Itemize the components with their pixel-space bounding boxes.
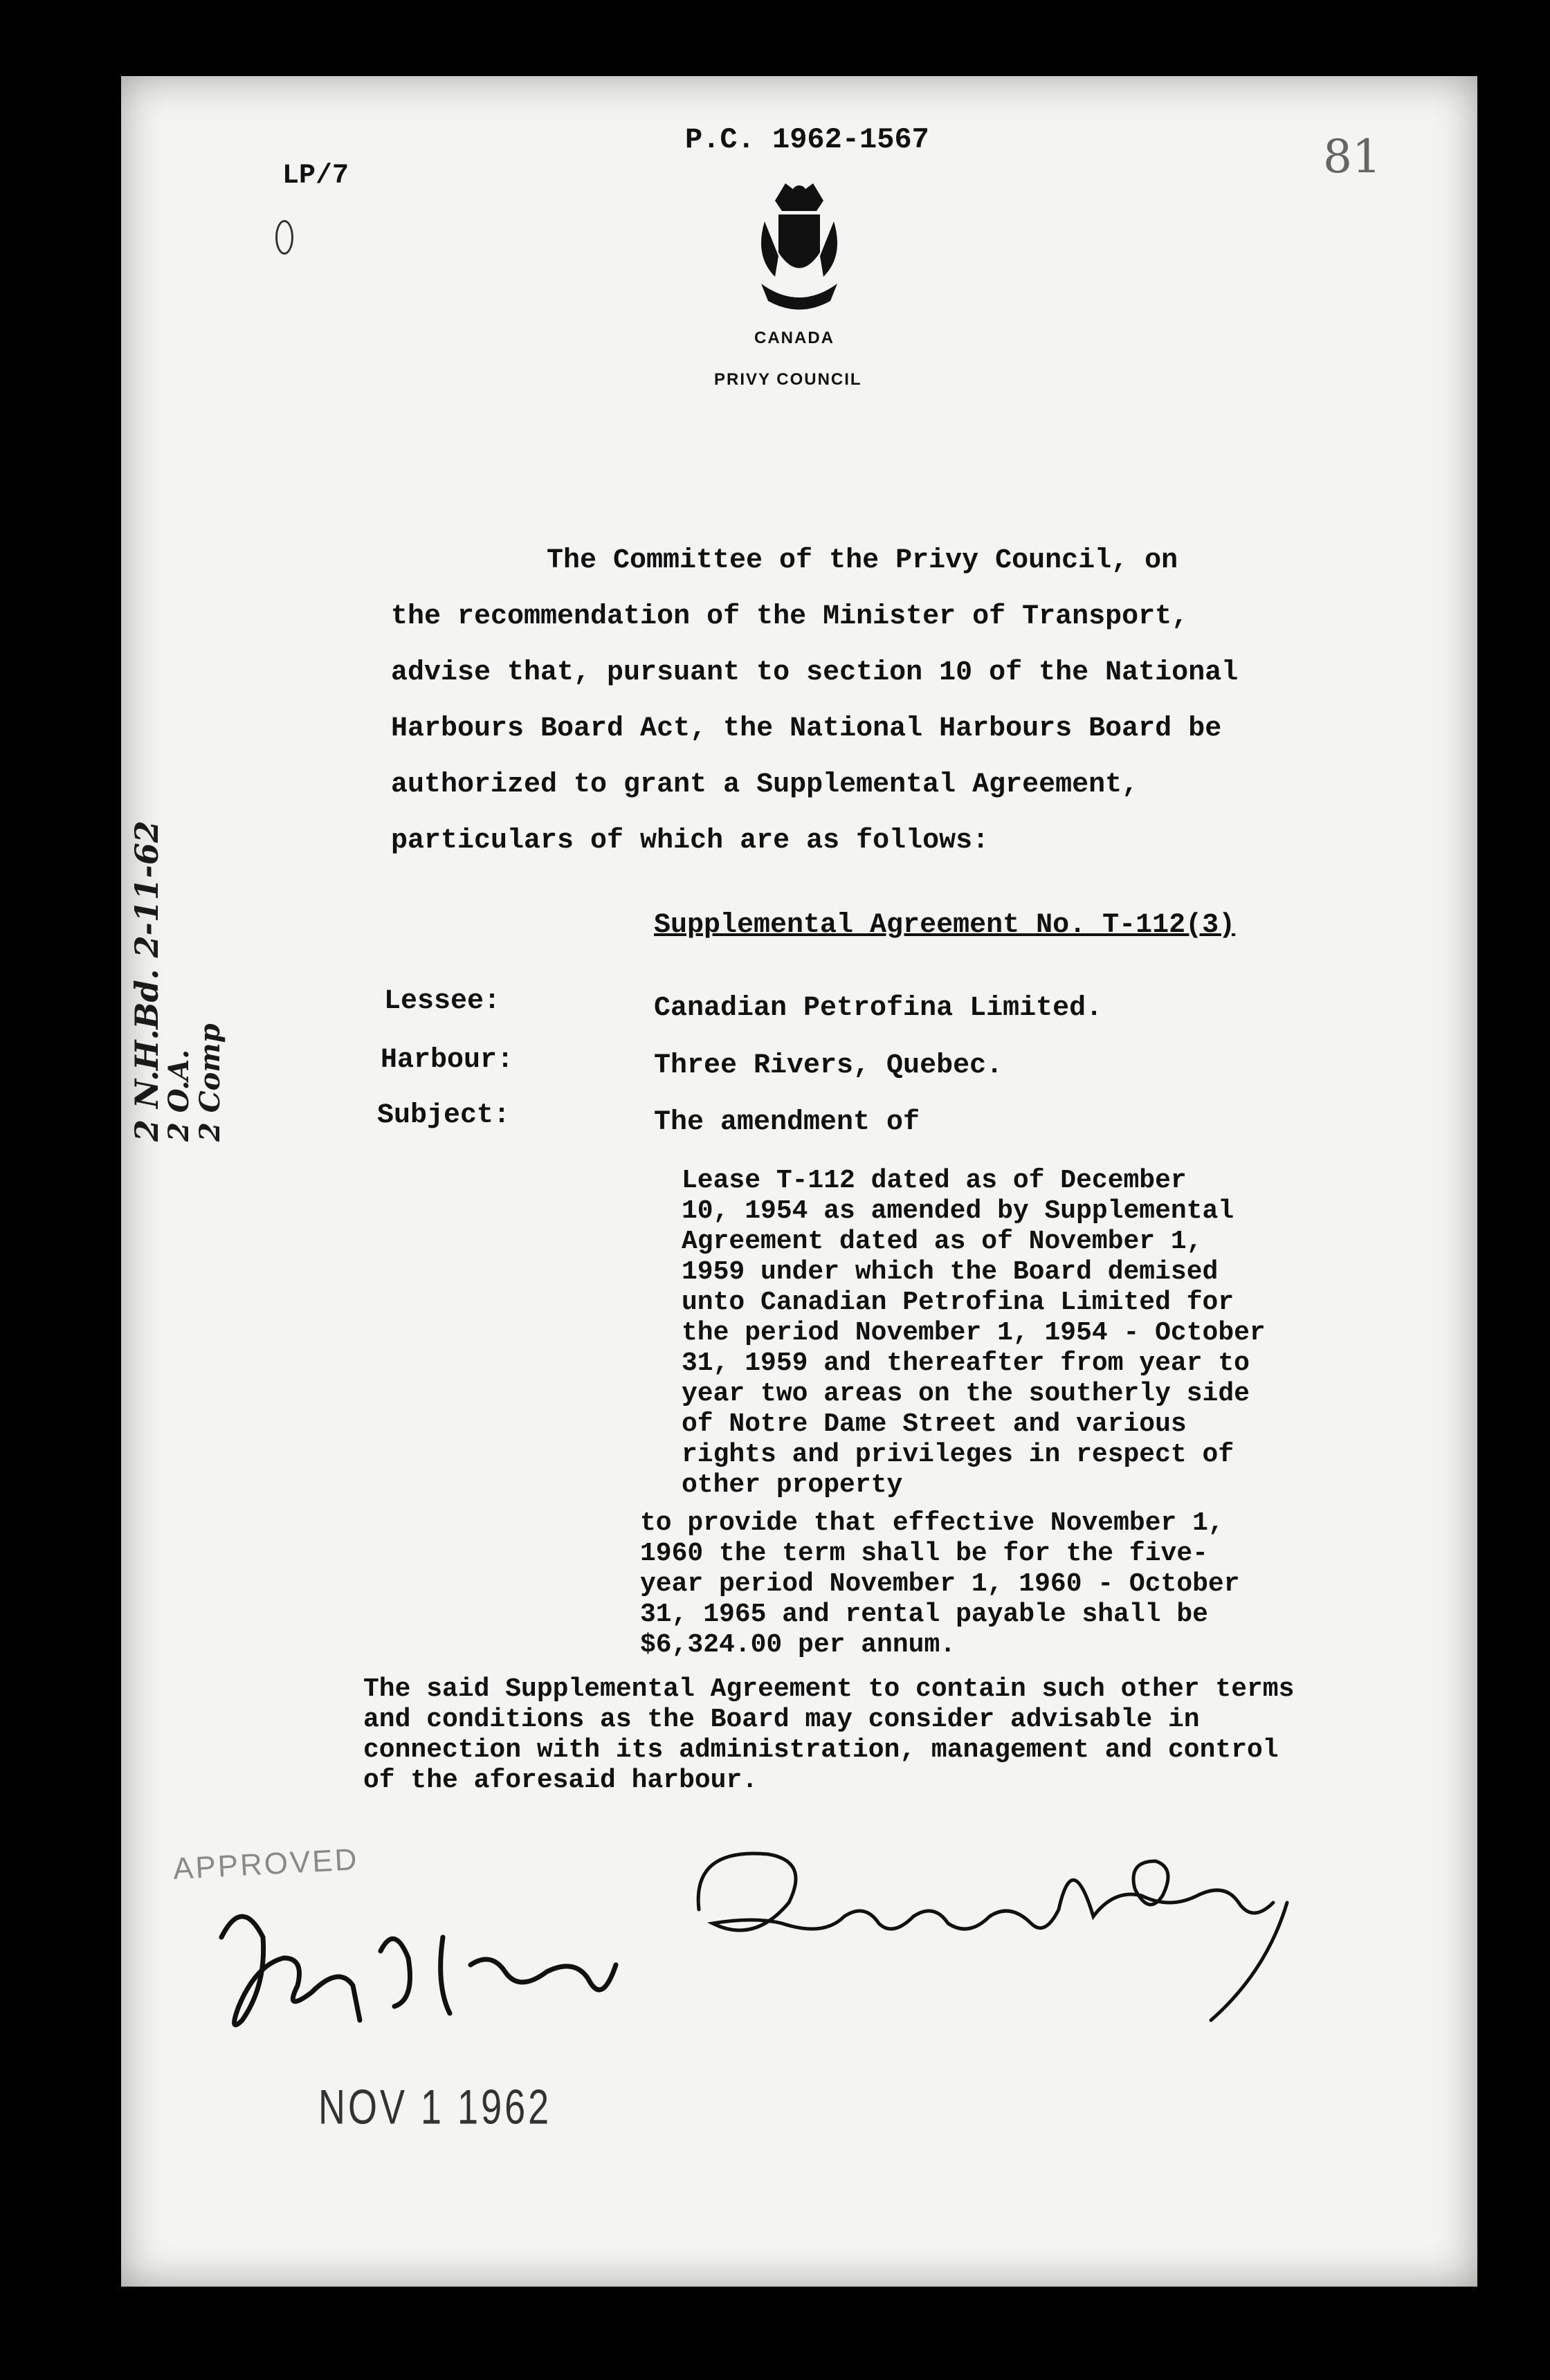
punch-hole <box>275 220 293 255</box>
harbour-value: Three Rivers, Quebec. <box>654 1050 1003 1081</box>
lease-line: year two areas on the southerly side <box>682 1379 1250 1409</box>
provision-line: year period November 1, 1960 - October <box>640 1569 1240 1599</box>
subject-value: The amendment of <box>654 1107 920 1138</box>
canadian-crest-icon <box>747 173 851 318</box>
closing-line: The said Supplemental Agreement to contain such other terms <box>363 1674 1295 1704</box>
lease-line: 10, 1954 as amended by Supplemental <box>682 1196 1234 1226</box>
provision-text <box>640 1508 1240 1660</box>
preamble <box>391 533 1238 869</box>
margin-note <box>62 782 226 1142</box>
approved-stamp: APPROVED <box>172 1842 360 1886</box>
margin-note-line: 2 N.H.Bd. 2-11-62 <box>128 821 165 1142</box>
subject-label: Subject: <box>377 1100 511 1131</box>
crest-body: PRIVY COUNCIL <box>714 370 862 389</box>
lease-line: of Notre Dame Street and various <box>682 1409 1187 1439</box>
left-signature-name <box>228 2053 233 2054</box>
harbour-label: Harbour: <box>381 1045 514 1076</box>
preamble-line: Harbours Board Act, the National Harbours Board be <box>391 713 1222 744</box>
preamble-line: advise that, pursuant to section 10 of the National <box>391 657 1239 688</box>
closing-line: of the aforesaid harbour. <box>363 1766 758 1795</box>
provision-line: 1960 the term shall be for the five- <box>640 1539 1208 1568</box>
margin-note-line: 2 Comp <box>194 1023 226 1142</box>
lease-line: 1959 under which the Board demised <box>682 1257 1219 1287</box>
closing-paragraph <box>363 1674 1294 1796</box>
left-signature <box>201 1882 644 2048</box>
provision-line: 31, 1965 and rental payable shall be <box>640 1600 1208 1629</box>
closing-line: connection with its administration, management and control <box>363 1735 1279 1765</box>
approval-date-stamp: NOV 1 1962 <box>318 2080 552 2134</box>
preamble-line: particulars of which are as follows: <box>391 825 990 857</box>
lessee-label: Lessee: <box>384 986 501 1017</box>
lease-line: other property <box>682 1470 903 1500</box>
lease-line: Agreement dated as of November 1, <box>682 1227 1203 1256</box>
order-number: P.C. 1962-1567 <box>685 123 929 156</box>
file-reference: LP/7 <box>282 161 349 192</box>
preamble-line: The Committee of the Privy Council, on <box>547 545 1178 576</box>
page-number: 81 <box>1323 130 1381 183</box>
provision-line: to provide that effective November 1, <box>640 1508 1224 1538</box>
lease-line: unto Canadian Petrofina Limited for <box>682 1288 1234 1317</box>
provision-line: $6,324.00 per annum. <box>640 1630 956 1660</box>
lease-line: rights and privileges in respect of <box>682 1440 1234 1470</box>
preamble-line: authorized to grant a Supplemental Agreement, <box>391 769 1139 800</box>
crest-country: CANADA <box>754 329 835 347</box>
closing-line: and conditions as the Board may consider advisable in <box>363 1705 1200 1734</box>
margin-note-line: 2 O.A. <box>163 1049 195 1142</box>
lessee-value: Canadian Petrofina Limited. <box>654 993 1103 1024</box>
lease-line: the period November 1, 1954 - October <box>682 1318 1266 1348</box>
right-signature <box>685 1806 1308 2034</box>
lease-line: Lease T-112 dated as of December <box>682 1166 1187 1196</box>
agreement-title: Supplemental Agreement No. T-112(3) <box>654 910 1236 941</box>
lease-description <box>682 1166 1266 1501</box>
preamble-line: the recommendation of the Minister of Transport, <box>391 601 1189 632</box>
lease-line: 31, 1959 and thereafter from year to <box>682 1348 1250 1378</box>
